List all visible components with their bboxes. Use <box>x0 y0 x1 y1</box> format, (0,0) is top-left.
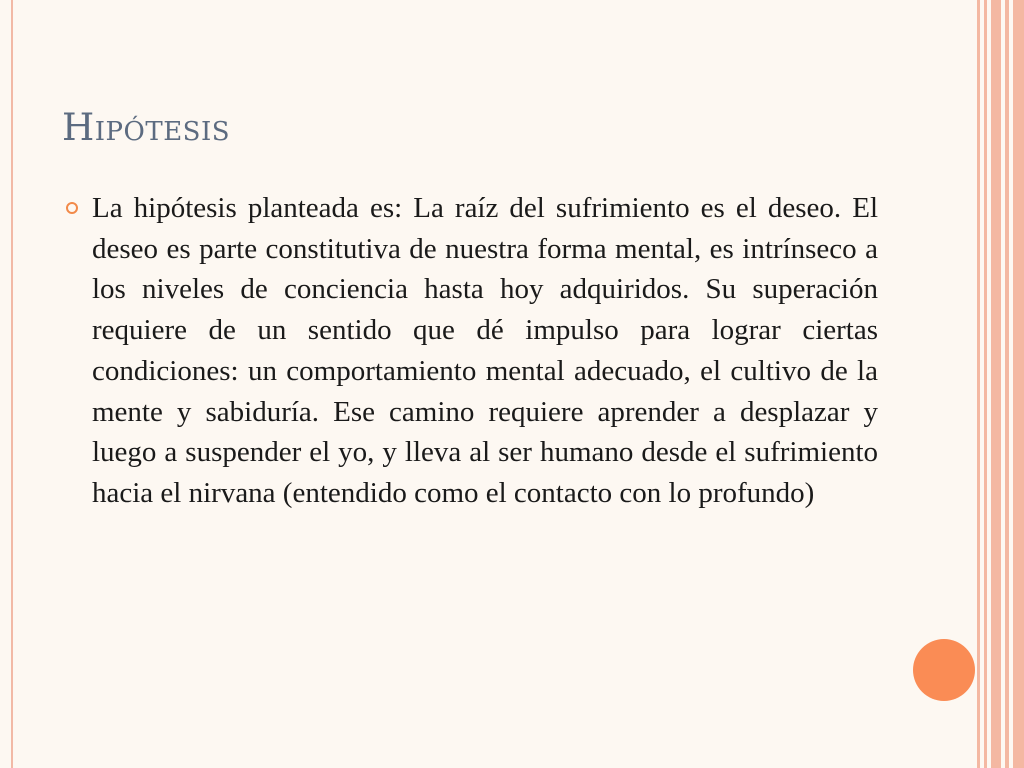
bullet-text: La hipótesis planteada es: La raíz del sufrimiento es el deseo. El deseo es parte constitutiva de nuestra forma mental, es intrínseco a los niveles de conciencia hasta hoy adquiridos. Su superación requiere de un sentido que dé impulso para lograr ciertas condiciones: un comportamiento mental adecuado, el cultivo de la mente y sabiduría. Ese camino requiere aprender a desplazar y luego a suspender el yo, y lleva al ser humano desde el sufrimiento hacia el nirvana (entendido como el contacto con lo profundo) <box>92 192 878 509</box>
left-border-line <box>11 0 13 768</box>
right-decorative-stripe <box>1005 0 1009 768</box>
slide-title: Hipótesis <box>62 106 231 149</box>
slide-content <box>66 188 878 514</box>
hollow-circle-bullet-icon <box>66 202 78 214</box>
bullet-item <box>66 188 878 514</box>
right-decorative-stripe <box>984 0 987 768</box>
right-decorative-stripe <box>1013 0 1024 768</box>
right-decorative-stripe <box>977 0 980 768</box>
decorative-circle-icon <box>913 639 975 701</box>
right-decorative-stripe <box>991 0 1001 768</box>
